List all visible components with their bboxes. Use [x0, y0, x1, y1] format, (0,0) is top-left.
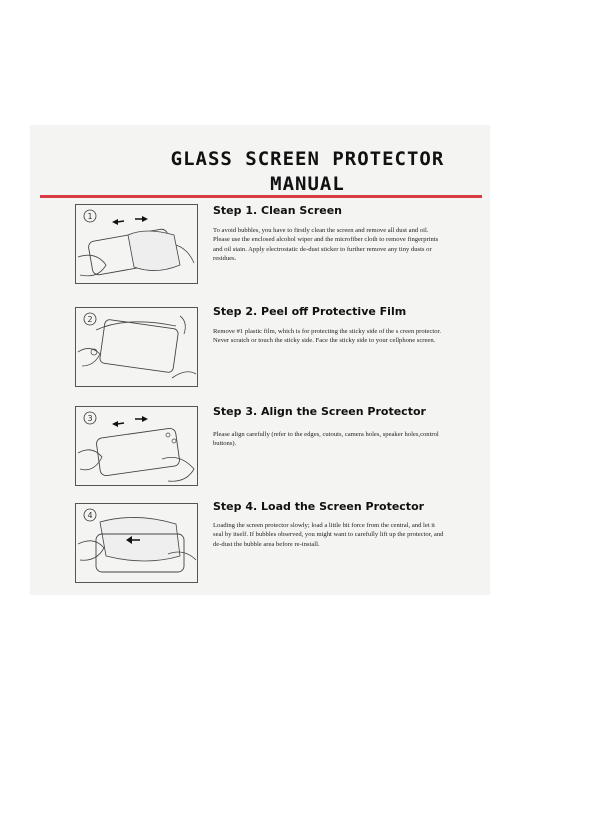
step-2-illustration [75, 307, 198, 387]
title-divider [40, 195, 482, 198]
align-protector-illustration [76, 407, 199, 487]
step-3-illustration [75, 406, 198, 486]
phone-outline [96, 428, 181, 477]
step-2-text: Remove #1 plastic film, which is for protecting the sticky side of the s creen protector. Never scratch or touch the sticky side. Face the sticky side to your cellphone screen. [213, 328, 441, 345]
cloth-icon [128, 231, 180, 271]
step-2-heading: Step 2. Peel off Protective Film [213, 305, 407, 318]
protector-sheet [100, 517, 180, 561]
step-1-number: 1 [87, 212, 93, 221]
step-3-text: Please align carefully (refer to the edges, cutouts, camera holes, speaker holes,control buttons). [213, 431, 439, 448]
step-3-number: 3 [87, 414, 93, 423]
manual-title-line2: MANUAL [270, 173, 345, 195]
camera-hole-icon [166, 433, 170, 437]
step-1-text: To avoid bubbles, you have to firstly clean the screen and remove all dust and oil. Please use the enclosed alcohol wiper and the microfiber cloth to remove fingerprints and oil stain. Apply electrostatic de-dust sticker to further remove any tiny dusts or residues. [213, 227, 439, 263]
step-4-illustration [75, 503, 198, 583]
hand-icon [78, 541, 104, 560]
step-4-text: Loading the screen protector slowly; load a little bit force from the central, and let it seal by itself. If bubbles observed, you might want to carefully lift up the protector, and de-dust the bubble area before re-install. [213, 522, 444, 548]
step-2-number: 2 [87, 315, 93, 324]
step-4-heading: Step 4. Load the Screen Protector [213, 500, 425, 513]
step-3-heading: Step 3. Align the Screen Protector [213, 405, 426, 418]
load-protector-illustration [76, 504, 199, 584]
manual-title-line1: GLASS SCREEN PROTECTOR [170, 148, 445, 170]
protector-outline [99, 319, 178, 373]
step-1-heading: Step 1. Clean Screen [213, 204, 343, 217]
clean-screen-illustration [76, 205, 199, 285]
peel-film-illustration [76, 308, 199, 388]
step-4-number: 4 [87, 511, 93, 520]
step-1-illustration [75, 204, 198, 284]
